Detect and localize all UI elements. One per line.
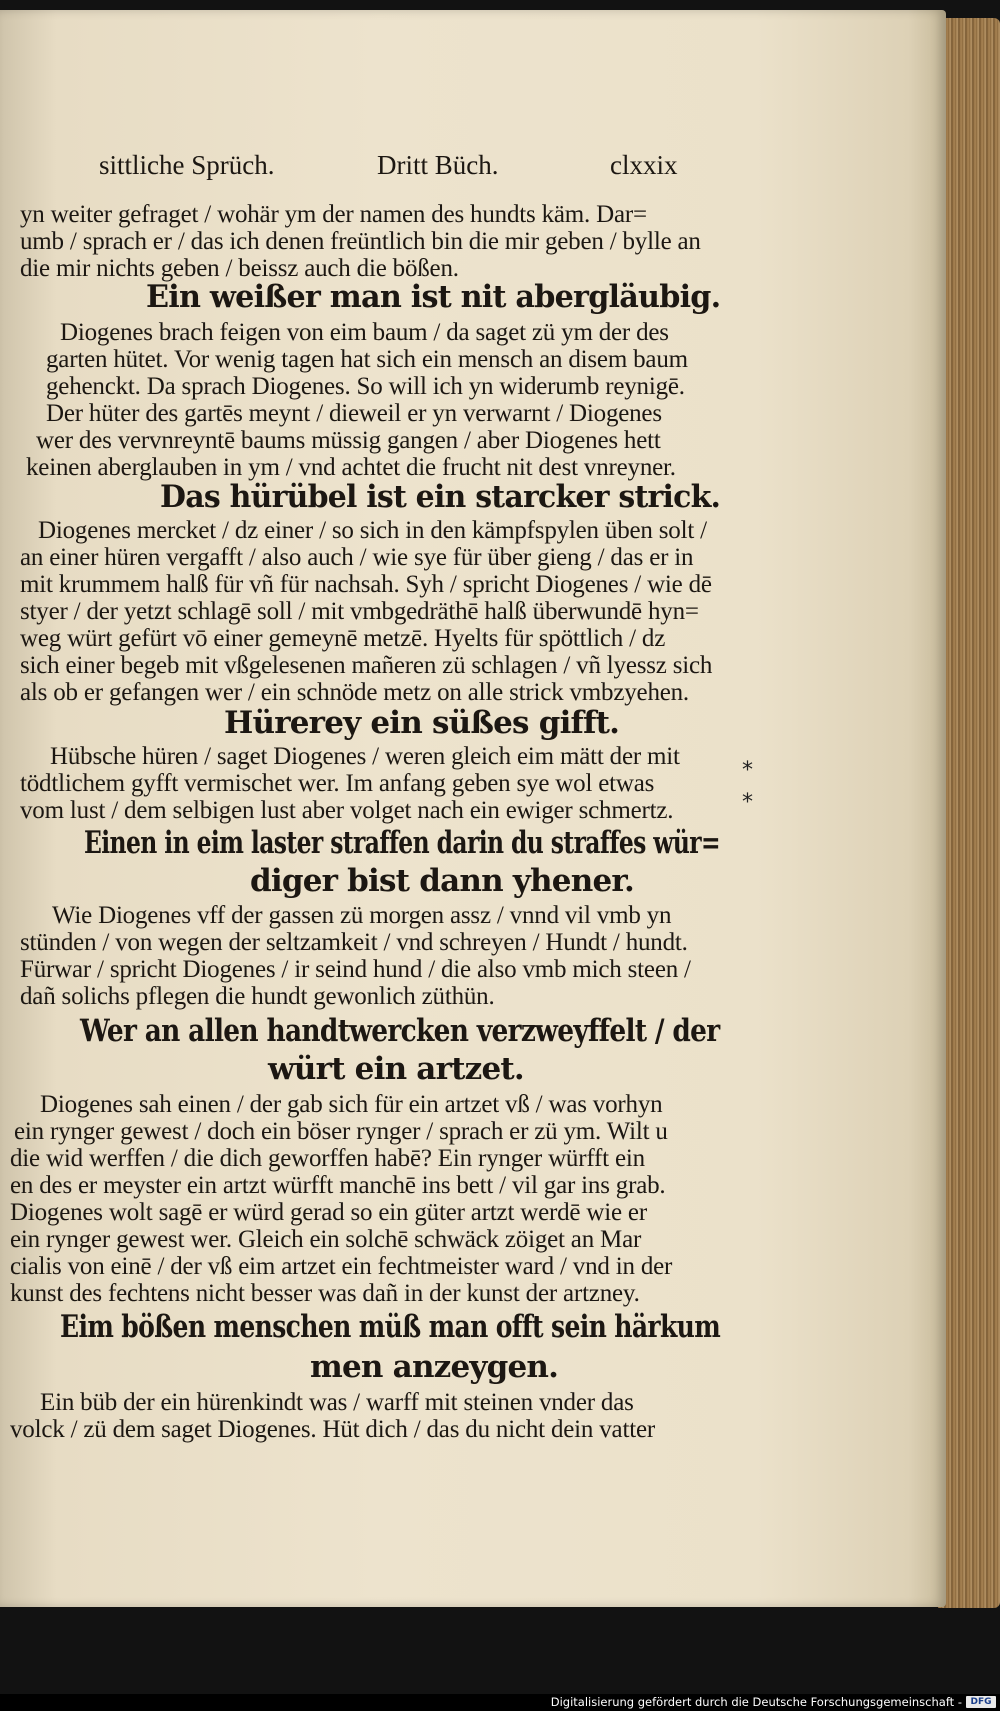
text-line: Fürwar / spricht Diogenes / ir seind hund / die also vmb mich steen / — [20, 956, 691, 983]
margin-asterisk: * — [742, 758, 753, 783]
digitization-footer — [0, 1694, 1000, 1711]
section-heading: Hürerey ein süßes gifft. — [224, 705, 620, 741]
section-heading: Eim bößen menschen müß man offt sein härkum — [60, 1309, 721, 1345]
text-line: gehenckt. Da sprach Diogenes. So will ich yn widerumb reynigē. — [46, 373, 685, 400]
text-line: umb / sprach er / das ich denen freüntlich bin die mir geben / bylle an — [20, 228, 701, 255]
text-line: stünden / von wegen der seltzamkeit / vnd schreyen / Hundt / hundt. — [20, 929, 688, 956]
section-heading: Das hürübel ist ein starcker strick. — [160, 479, 721, 515]
section-heading: diger bist dann yhener. — [250, 863, 635, 899]
text-line: an einer hüren vergafft / also auch / wie sye für über gieng / das er in — [20, 544, 694, 571]
section-heading: men anzeygen. — [310, 1349, 559, 1385]
text-line: sich einer begeb mit vßgelesenen mañeren zü schlagen / vñ lyessz sich — [20, 652, 713, 679]
text-line: en des er meyster ein artzt würfft manchē ins bett / vil gar ins grab. — [10, 1172, 666, 1199]
section-heading: würt ein artzet. — [268, 1051, 524, 1087]
text-line: wer des vervnreyntē baums müssig gangen / aber Diogenes hett — [36, 427, 661, 454]
running-head-left: sittliche Sprüch. — [99, 150, 275, 180]
text-line: tödtlichem gyfft vermischet wer. Im anfang geben sye wol etwas — [20, 770, 655, 797]
text-line: die wid werffen / die dich geworffen habē? Ein rynger würfft ein — [10, 1145, 645, 1172]
text-line: Diogenes brach feigen von eim baum / da saget zü ym der des — [60, 319, 669, 346]
text-line: keinen aberglauben in ym / vnd achtet die frucht nit dest vnreyner. — [26, 454, 676, 481]
text-line: Ein büb der ein hürenkindt was / warff mit steinen vnder das — [40, 1389, 634, 1416]
text-line: yn weiter gefraget / wohär ym der namen des hundts käm. Dar= — [20, 201, 647, 228]
paper-page — [0, 10, 946, 1607]
text-line: dañ solichs pflegen die hundt gewonlich züthün. — [20, 983, 495, 1010]
running-head-center: Dritt Büch. — [377, 150, 499, 180]
text-line: als ob er gefangen wer / ein schnöde metz on alle strick vmbzyehen. — [20, 679, 689, 706]
text-line: styer / der yetzt schlagē soll / mit vmbgedräthē halß überwundē hyn= — [20, 598, 699, 625]
section-heading: Wer an allen handtwercken verzweyffelt / der — [80, 1013, 720, 1049]
text-line: Der hüter des gartēs meynt / dieweil er yn verwarnt / Diogenes — [46, 400, 662, 427]
text-line: die mir nichts geben / beissz auch die bößen. — [20, 255, 459, 282]
text-line: mit krummem halß für vñ für nachsah. Syh / spricht Diogenes / wie dē — [20, 571, 712, 598]
footer-credit-text: Digitalisierung gefördert durch die Deutsche Forschungsgemeinschaft - — [550, 1695, 962, 1709]
section-heading: Ein weißer man ist nit abergläubig. — [146, 279, 721, 315]
text-line: Diogenes sah einen / der gab sich für ein artzet vß / was vorhyn — [40, 1091, 663, 1118]
dfg-logo: DFG — [966, 1696, 996, 1708]
text-line: vom lust / dem selbigen lust aber volget nach ein ewiger schmertz. — [20, 797, 674, 824]
book-page-edges — [938, 18, 1000, 1608]
text-line: cialis von einē / der vß eim artzet ein fechtmeister ward / vnd in der — [10, 1253, 673, 1280]
text-line: garten hütet. Vor wenig tagen hat sich ein mensch an disem baum — [46, 346, 688, 373]
text-line: ein rynger gewest wer. Gleich ein solchē schwäck zöiget an Mar — [10, 1226, 642, 1253]
text-line: Diogenes mercket / dz einer / so sich in den kämpfspylen üben solt / — [38, 517, 707, 544]
text-line: weg würt gefürt vō einer gemeynē metzē. Hyelts für spöttlich / dz — [20, 625, 666, 652]
text-line: kunst des fechtens nicht besser was dañ in der kunst der artzney. — [10, 1280, 640, 1307]
folio-number: clxxix — [610, 150, 678, 180]
text-line: Hübsche hüren / saget Diogenes / weren gleich eim mätt der mit — [50, 743, 680, 770]
text-line: volck / zü dem saget Diogenes. Hüt dich / das du nicht dein vatter — [10, 1416, 655, 1443]
margin-asterisk: * — [742, 790, 753, 815]
text-line: ein rynger gewest / doch ein böser rynger / sprach er zü ym. Wilt u — [14, 1118, 668, 1145]
text-line: Wie Diogenes vff der gassen zü morgen assz / vnnd vil vmb yn — [52, 902, 672, 929]
section-heading: Einen in eim laster straffen darin du straffes wür= — [84, 825, 721, 861]
text-line: Diogenes wolt sagē er würd gerad so ein güter artzt werdē wie er — [10, 1199, 647, 1226]
